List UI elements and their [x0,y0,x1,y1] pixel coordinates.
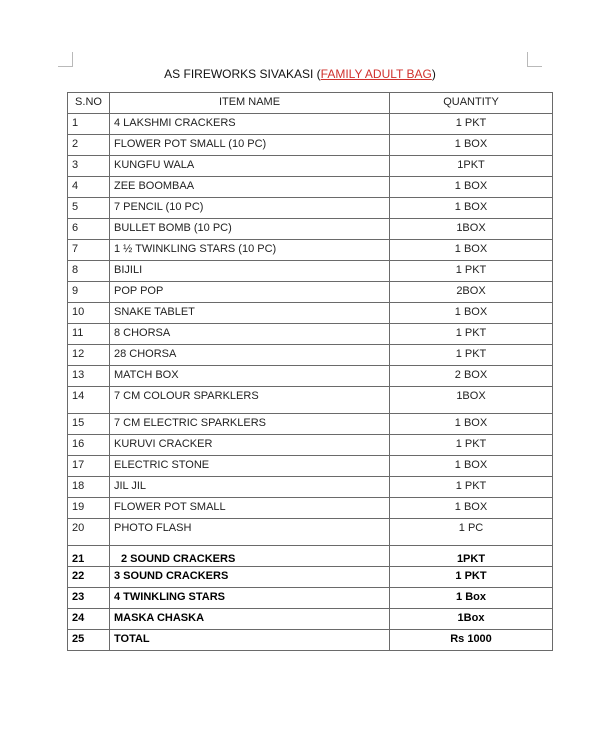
cell-sno: 3 [68,156,110,177]
cell-qty: 1 BOX [390,135,553,156]
cell-qty: 1BOX [390,387,553,414]
cell-item: 1 ½ TWINKLING STARS (10 PC) [110,240,390,261]
cell-sno: 18 [68,477,110,498]
cell-item: FLOWER POT SMALL [110,498,390,519]
cell-item: BULLET BOMB (10 PC) [110,219,390,240]
cell-qty: 1PKT [390,546,553,567]
table-row [68,324,553,345]
cell-qty: 2BOX [390,282,553,303]
cell-sno: 4 [68,177,110,198]
table-row [68,198,553,219]
cell-qty: 1 PKT [390,261,553,282]
cell-item: TOTAL [110,630,390,651]
header-quantity: QUANTITY [390,93,553,114]
page-corner-mark-right [527,52,542,67]
table-row [68,498,553,519]
cell-item: 2 SOUND CRACKERS [110,546,390,567]
cell-qty: 2 BOX [390,366,553,387]
document-title [0,67,600,81]
cell-item: 7 CM COLOUR SPARKLERS [110,387,390,414]
cell-qty: 1 BOX [390,498,553,519]
cell-item: JIL JIL [110,477,390,498]
table-row [68,345,553,366]
table-row [68,588,553,609]
cell-sno: 23 [68,588,110,609]
cell-qty: 1 BOX [390,456,553,477]
table-row [68,261,553,282]
cell-qty: 1 BOX [390,177,553,198]
table-row [68,282,553,303]
cell-item: ZEE BOOMBAA [110,177,390,198]
table-row [68,303,553,324]
table-row [68,156,553,177]
table-row [68,219,553,240]
cell-sno: 25 [68,630,110,651]
cell-item: BIJILI [110,261,390,282]
cell-sno: 8 [68,261,110,282]
page-corner-mark-left [58,52,73,67]
items-table [67,92,553,651]
cell-item: KURUVI CRACKER [110,435,390,456]
cell-sno: 21 [68,546,110,567]
header-row [68,93,553,114]
table-row [68,630,553,651]
cell-qty: 1Box [390,609,553,630]
cell-item: FLOWER POT SMALL (10 PC) [110,135,390,156]
table-row [68,387,553,414]
header-item-name: ITEM NAME [110,93,390,114]
table-row [68,609,553,630]
cell-qty: 1 BOX [390,240,553,261]
cell-item: 4 TWINKLING STARS [110,588,390,609]
cell-qty: 1 PKT [390,324,553,345]
cell-sno: 19 [68,498,110,519]
table-row [68,114,553,135]
cell-item: POP POP [110,282,390,303]
cell-sno: 15 [68,414,110,435]
cell-qty: 1BOX [390,219,553,240]
table-row [68,456,553,477]
title-highlight: FAMILY ADULT BAG [320,67,432,81]
cell-sno: 2 [68,135,110,156]
table-row [68,414,553,435]
cell-qty: 1 PKT [390,345,553,366]
cell-item: MASKA CHASKA [110,609,390,630]
cell-qty: 1 BOX [390,198,553,219]
cell-sno: 14 [68,387,110,414]
cell-item: PHOTO FLASH [110,519,390,546]
cell-item: SNAKE TABLET [110,303,390,324]
cell-item: 7 CM ELECTRIC SPARKLERS [110,414,390,435]
cell-sno: 24 [68,609,110,630]
cell-qty: 1 PKT [390,477,553,498]
cell-sno: 16 [68,435,110,456]
title-close: ) [431,67,436,81]
cell-qty: Rs 1000 [390,630,553,651]
table-row [68,366,553,387]
cell-sno: 9 [68,282,110,303]
cell-qty: 1 PKT [390,114,553,135]
cell-qty: 1 BOX [390,303,553,324]
cell-item: MATCH BOX [110,366,390,387]
cell-sno: 6 [68,219,110,240]
table-row [68,135,553,156]
table-row [68,519,553,546]
title-main: AS FIREWORKS SIVAKASI ( [164,67,321,81]
cell-item: 3 SOUND CRACKERS [110,567,390,588]
cell-sno: 13 [68,366,110,387]
cell-item: 7 PENCIL (10 PC) [110,198,390,219]
cell-sno: 10 [68,303,110,324]
cell-sno: 5 [68,198,110,219]
table-row [68,546,553,567]
cell-item: KUNGFU WALA [110,156,390,177]
cell-sno: 7 [68,240,110,261]
cell-sno: 12 [68,345,110,366]
cell-sno: 22 [68,567,110,588]
cell-qty: 1 BOX [390,414,553,435]
cell-qty: 1 PKT [390,435,553,456]
table-row [68,177,553,198]
table-row [68,435,553,456]
cell-qty: 1 PKT [390,567,553,588]
cell-item: 4 LAKSHMI CRACKERS [110,114,390,135]
cell-sno: 11 [68,324,110,345]
cell-item: 8 CHORSA [110,324,390,345]
cell-qty: 1 Box [390,588,553,609]
cell-sno: 1 [68,114,110,135]
header-sno: S.NO [68,93,110,114]
cell-item: 28 CHORSA [110,345,390,366]
cell-qty: 1 PC [390,519,553,546]
table-row [68,567,553,588]
table-row [68,240,553,261]
table-row [68,477,553,498]
cell-qty: 1PKT [390,156,553,177]
cell-item: ELECTRIC STONE [110,456,390,477]
cell-sno: 17 [68,456,110,477]
cell-sno: 20 [68,519,110,546]
